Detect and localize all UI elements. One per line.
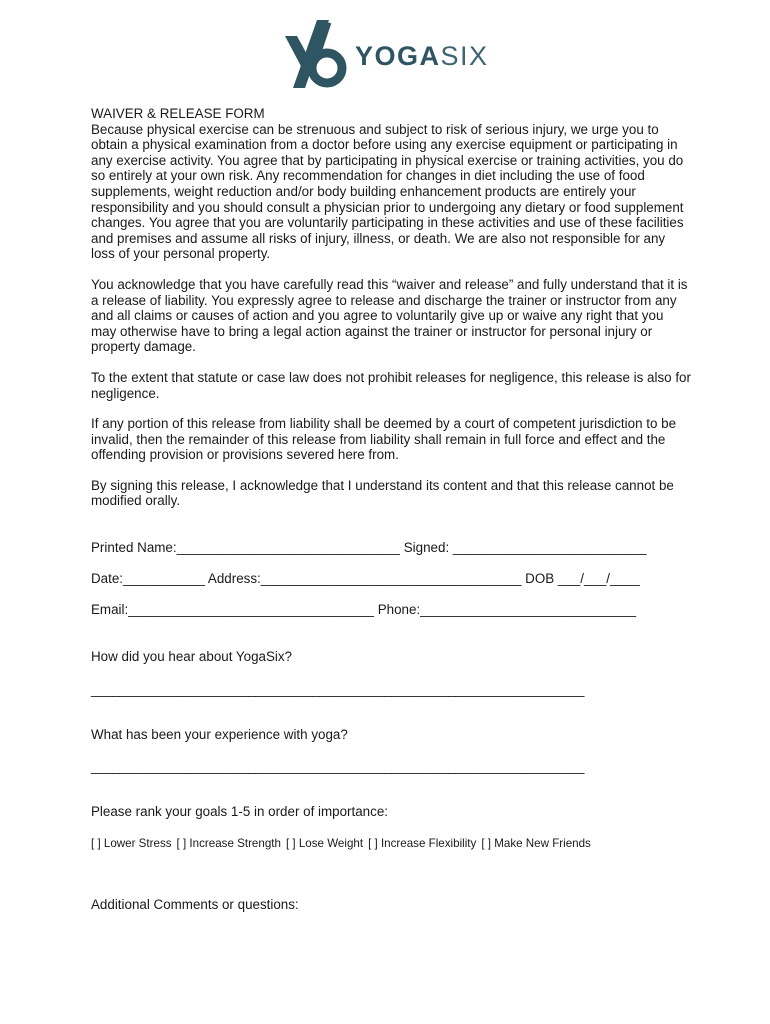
goals-list [91,837,591,850]
yogasix-logo [283,18,489,88]
printed-name-field[interactable]: Printed Name:______________________________ [91,540,401,555]
comments-question: Additional Comments or questions: [91,897,299,912]
goal-checkbox-lower-stress[interactable]: [ ] Lower Stress [91,837,172,850]
signed-field[interactable]: Signed: __________________________ [403,540,647,555]
waiver-text [91,106,691,524]
waiver-paragraph: By signing this release, I acknowledge that I understand its content and that this release cannot be modified orally. [91,477,674,509]
email-phone-row [91,602,636,617]
yogasix-monogram-icon [283,18,347,88]
experience-answer-line[interactable]: _____________________________________________________________________ [91,759,585,774]
waiver-paragraph: You acknowledge that you have carefully read this “waiver and release” and fully understand that it is a release of liability. You expressly agree to release and discharge the trainer or instructor from any and all claims or causes of action and you agree to voluntarily give up or waive any right that you may otherwise have to bring a legal action against the trainer or instructor for personal injury or property damage. [91,276,688,355]
waiver-paragraph: If any portion of this release from liability shall be deemed by a court of competent jurisdiction to be invalid, then the remainder of this release from liability shall remain in full force and effect and the offending provision or provisions severed here from. [91,416,677,463]
address-field[interactable]: Address:___________________________________ [207,571,522,586]
hear-about-answer-line[interactable]: _____________________________________________________________________ [91,682,585,697]
phone-field[interactable]: Phone:_____________________________ [377,602,637,617]
yogasix-wordmark: YOGASIX [355,40,489,71]
goal-checkbox-lose-weight[interactable]: [ ] Lose Weight [285,837,364,850]
hear-about-question: How did you hear about YogaSix? [91,649,293,664]
name-signature-row [91,540,647,555]
waiver-paragraph: Because physical exercise can be strenuous and subject to risk of serious injury, we urge you to obtain a physical examination from a doctor before using any exercise equipment or participating in any exercise activity. You agree that by participating in physical exercise or training activities, you do so entirely at your own risk. Any recommendation for changes in diet including the use of food supplements, weight reduction and/or body building enhancement products are entirely your responsibility and you should consult a physician prior to undergoing any dietary or food supplement changes. You agree that you are voluntarily participating in these activities and use of these facilities and premises and assume all risks of injury, illness, or death. We are also not responsible for any loss of your personal property. [91,121,684,262]
dob-field[interactable]: DOB ___/___/____ [525,571,640,586]
goal-checkbox-increase-flexibility[interactable]: [ ] Increase Flexibility [368,837,477,850]
experience-question: What has been your experience with yoga? [91,727,348,742]
goal-checkbox-increase-strength[interactable]: [ ] Increase Strength [176,837,281,850]
rank-goals-question: Please rank your goals 1-5 in order of importance: [91,804,388,819]
form-title: WAIVER & RELEASE FORM [91,106,265,121]
email-field[interactable]: Email:_________________________________ [91,602,374,617]
date-field[interactable]: Date:___________ [91,571,205,586]
waiver-paragraph: To the extent that statute or case law does not prohibit releases for negligence, this release is also for negligence. [91,369,691,401]
goal-checkbox-make-new-friends[interactable]: [ ] Make New Friends [481,837,591,850]
date-address-row [91,571,640,586]
